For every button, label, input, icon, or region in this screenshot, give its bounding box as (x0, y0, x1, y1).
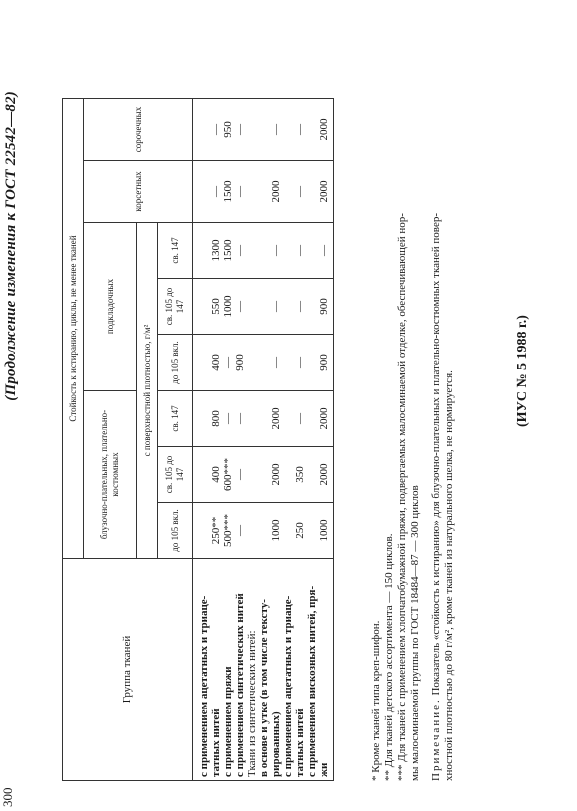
value-cell (246, 223, 282, 279)
value: 2000 (318, 463, 330, 486)
value-cell (193, 279, 247, 335)
value-cell (306, 503, 334, 559)
value-cell (193, 391, 247, 447)
fabric-group-line: жи (318, 762, 330, 777)
value-cell (193, 223, 247, 279)
value: — (222, 357, 234, 368)
value: — (294, 357, 306, 368)
value-cell (246, 99, 282, 161)
fabric-group-line: с применением вискозных нитей, пря- (306, 585, 318, 777)
value: — (294, 301, 306, 312)
remark-cont: хностной плотностью до 80 г/м², кроме тканей из натурального шелка, не нормируется. (443, 370, 455, 781)
subheader-cell: св. 147 (158, 391, 193, 447)
value-cell (306, 391, 334, 447)
header-density: с поверхностной плотностью, г/м² (137, 223, 158, 559)
fabric-group-label (193, 559, 247, 781)
fabric-group-line: татных нитей (210, 708, 222, 777)
value: 2000 (270, 180, 282, 203)
value-cell (282, 279, 306, 335)
value: 900 (318, 354, 330, 371)
table-row (193, 99, 247, 781)
header-shirt: сорочечных (84, 99, 193, 161)
subheader-cell: св. 105 до 147 (158, 447, 193, 503)
value: 400 (210, 354, 222, 371)
table-row (246, 99, 282, 781)
value-cell (306, 99, 334, 161)
value-cell (282, 391, 306, 447)
value-cell (246, 279, 282, 335)
value: 2000 (318, 118, 330, 141)
value-cell (306, 161, 334, 223)
value-cell (282, 447, 306, 503)
value: 800 (210, 410, 222, 427)
remark (430, 81, 443, 781)
value: 1000 (318, 519, 330, 542)
footnotes (370, 81, 456, 781)
value: — (234, 413, 246, 424)
value: 350 (294, 466, 306, 483)
header-resistance: Стойкость к истиранию, циклы, не менее тканей (63, 99, 84, 559)
page-title: (Продолжение изменения к ГОСТ 22542—82) (3, 91, 19, 401)
value: 1500 (222, 180, 234, 203)
fabric-group-line: с применением синтетических нитей (234, 593, 246, 777)
table-body (193, 99, 334, 781)
value: — (222, 413, 234, 424)
subheader-cell: св. 147 (158, 223, 193, 279)
subheader-cell: св. 105 до 147 (158, 279, 193, 335)
abrasion-table (62, 98, 334, 781)
value: 1000 (270, 519, 282, 542)
value: — (234, 186, 246, 197)
fabric-group-line: Ткани из синтетических нитей: (246, 630, 258, 777)
footnote-3-cont: мы малосминаемой группы по ГОСТ 18484—87 — 300 циклов (409, 485, 421, 781)
value-cell (306, 447, 334, 503)
header-blouse: блузочно-плательных, плательно-костюмных (84, 391, 137, 559)
value: 550 (210, 298, 222, 315)
value: — (234, 245, 246, 256)
value: — (234, 124, 246, 135)
fabric-group-label (246, 559, 282, 781)
value-cell (282, 161, 306, 223)
value-cell (282, 223, 306, 279)
value-cell (193, 503, 247, 559)
value-cell (282, 335, 306, 391)
value-cell (246, 335, 282, 391)
footnote-1: * Кроме тканей типа креп-шифон. (370, 620, 382, 781)
value-cell (306, 335, 334, 391)
fabric-group-line: с применением ацетатных и триаце- (198, 595, 210, 777)
value: 1300 (210, 239, 222, 262)
value-cell (193, 335, 247, 391)
value: — (294, 124, 306, 135)
value: 250 (294, 522, 306, 539)
value-cell (246, 161, 282, 223)
value-cell (246, 447, 282, 503)
issue-reference: (ИУС № 5 1988 г.) (515, 315, 530, 427)
header-fabric-group: Группа тканей (63, 559, 193, 781)
value-cell (282, 503, 306, 559)
fabric-group-line: с применением пряжи (222, 666, 234, 777)
value-cell (282, 99, 306, 161)
remark-label: Примечание. (430, 698, 442, 781)
value: — (270, 357, 282, 368)
subheader-cell: до 105 вкл. (158, 335, 193, 391)
value: 600*** (222, 458, 234, 491)
value: 250** (210, 516, 222, 545)
fabric-group-line: в основе и утке (в том числе тексту- (258, 599, 270, 777)
table-row (282, 99, 306, 781)
footnote-3: *** Для тканей с применением хлопчатобумажной пряжи, подвергаемых малосминаемой отделке, обеспечивающей нор- (396, 213, 408, 781)
value: — (270, 245, 282, 256)
value: 950 (222, 121, 234, 138)
value: 2000 (270, 407, 282, 430)
value: — (294, 186, 306, 197)
value-cell (193, 99, 247, 161)
value: 2000 (318, 407, 330, 430)
fabric-group-line: татных нитей (294, 708, 306, 777)
value: — (270, 124, 282, 135)
value: 500*** (222, 514, 234, 547)
value: — (234, 469, 246, 480)
value: — (294, 245, 306, 256)
header-lining: подкладочных (84, 223, 137, 391)
fabric-group-line: с применением ацетатных и триаце- (282, 595, 294, 777)
fabric-group-label (282, 559, 306, 781)
value: — (234, 301, 246, 312)
footnote-2: ** Для тканей детского ассортимента — 150 циклов. (383, 533, 395, 781)
value: — (294, 413, 306, 424)
value: — (270, 301, 282, 312)
value-cell (193, 447, 247, 503)
table-row (306, 99, 334, 781)
value: — (318, 245, 330, 256)
value: 900 (318, 298, 330, 315)
page-number: 300 (0, 787, 15, 807)
value: 1500 (222, 239, 234, 262)
subheader-cell: до 105 вкл. (158, 503, 193, 559)
value-cell (306, 279, 334, 335)
value: 2000 (270, 463, 282, 486)
value: — (234, 525, 246, 536)
fabric-group-label (306, 559, 334, 781)
value: — (210, 124, 222, 135)
header-corset: корсетных (84, 161, 193, 223)
value-cell (246, 391, 282, 447)
value-cell (246, 503, 282, 559)
value: 400 (210, 466, 222, 483)
value: 900 (234, 354, 246, 371)
value: — (210, 186, 222, 197)
fabric-group-line: рированных) (270, 711, 282, 777)
value-cell (193, 161, 247, 223)
remark-text: Показатель «стойкость к истиранию» для блузочно-плательных и плательно-костюмных тканей повер- (430, 213, 442, 696)
value: 2000 (318, 180, 330, 203)
value-cell (306, 223, 334, 279)
value: 1000 (222, 295, 234, 318)
